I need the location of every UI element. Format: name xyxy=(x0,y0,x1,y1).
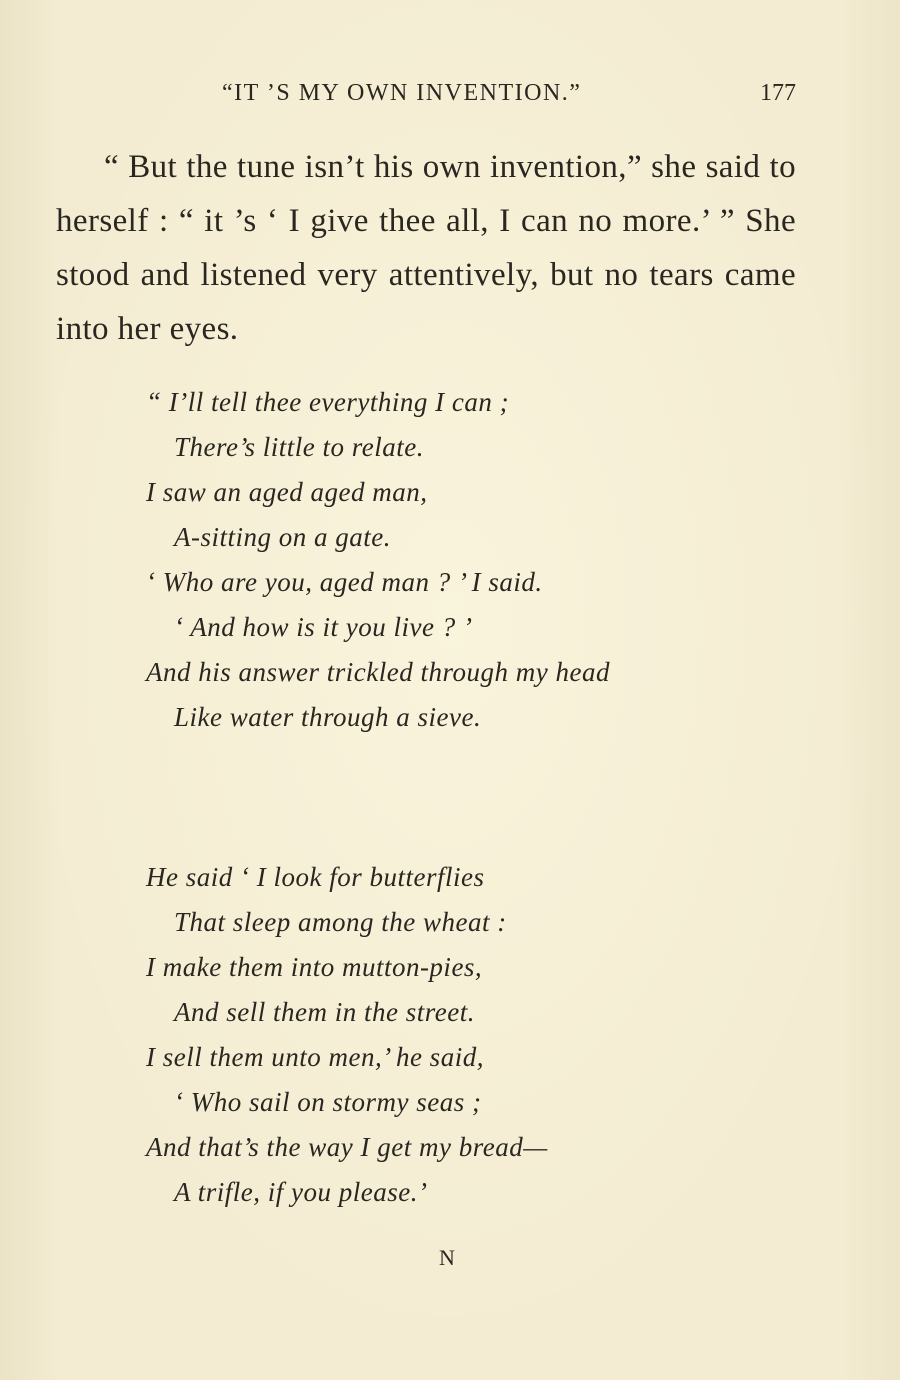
verse-line: A trifle, if you please.’ xyxy=(174,1177,428,1207)
poem-stanza-2 xyxy=(146,855,548,1215)
verse-line: I make them into mutton-pies, xyxy=(146,952,483,982)
running-head xyxy=(0,80,900,120)
verse-line: And sell them in the street. xyxy=(174,997,475,1027)
running-title: “IT ’S MY OWN INVENTION.” xyxy=(222,80,582,106)
verse-line: There’s little to relate. xyxy=(174,432,424,462)
verse-line: He said ‘ I look for butterflies xyxy=(146,862,485,892)
verse-line: Like water through a sieve. xyxy=(174,702,482,732)
verse-line: ‘ And how is it you live ? ’ xyxy=(174,612,473,642)
signature-mark: N xyxy=(439,1245,455,1270)
verse-line: And that’s the way I get my bread— xyxy=(146,1132,548,1162)
verse-line: A-sitting on a gate. xyxy=(174,522,391,552)
poem-stanza-1 xyxy=(146,380,610,740)
verse-line: I sell them unto men,’ he said, xyxy=(146,1042,484,1072)
page-number: 177 xyxy=(760,80,796,106)
verse-line: ‘ Who are you, aged man ? ’ I said. xyxy=(146,567,543,597)
verse-line: ‘ Who sail on stormy seas ; xyxy=(174,1087,482,1117)
verse-line: I saw an aged aged man, xyxy=(146,477,428,507)
prose-block xyxy=(56,140,796,356)
verse-line: “ I’ll tell thee everything I can ; xyxy=(146,387,510,417)
verse-line: That sleep among the wheat : xyxy=(174,907,507,937)
body-paragraph: “ But the tune isn’t his own invention,” she said to herself : “ it ’s ‘ I give thee all, I can no more.’ ” She stood and listened very attentively, but no tears came into her eyes. xyxy=(56,149,796,347)
verse-line: And his answer trickled through my head xyxy=(146,657,610,687)
